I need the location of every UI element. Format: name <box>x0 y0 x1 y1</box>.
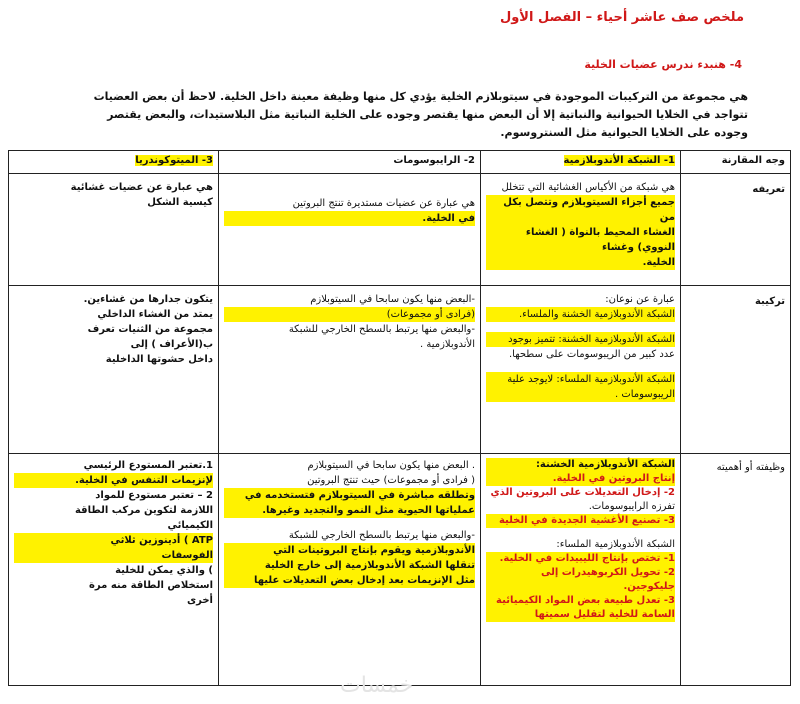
header-mitochondria-label: 3- الميتوكوندريا <box>135 155 213 166</box>
text-line: هي شبكة من الأكياس الغشائية التي تتخلل <box>501 182 675 193</box>
cell-mitochondria-definition <box>9 174 219 286</box>
page-title: ملخص صف عاشر أحياء – الفصل الأول <box>499 10 744 25</box>
text-line: الأندوبلازمية . <box>419 339 475 350</box>
text-line: الغشاء المحيط بالنواة ( الغشاء النووي) وغشاء <box>486 225 675 255</box>
text-line: 1.تعتبر المستودع الرئيسي <box>83 460 213 471</box>
text-line: عدد كبير من الريبوسومات على سطحها. <box>508 349 675 360</box>
text-line: السامة للخلية لتقليل سميتها <box>486 608 675 622</box>
text-line: اللازمة لتكوين مركب الطاقة <box>74 505 213 516</box>
text-line: 2- إدخال التعديلات على البروتين الذي <box>490 487 675 498</box>
header-comparison: وجه المقارنة <box>681 151 791 174</box>
section-title: 4- هنبدء ندرس عضيات الخلية <box>584 58 742 71</box>
text-line: 2- تحويل الكربوهيدرات إلى جليكوجين. <box>486 566 675 594</box>
text-line: الشبكة الأندوبلازمية الخشنة والملساء. <box>486 307 675 322</box>
text-line: الريبوسومات . <box>486 387 675 402</box>
text-line: الخلية. <box>486 255 675 270</box>
header-ribosomes <box>219 151 481 174</box>
text-line: استخلاص الطاقة منه مرة <box>89 580 213 591</box>
text-line: ( فرادى أو مجموعات) حيث تنتج البروتين <box>307 475 475 486</box>
text-line: 3- تعدل طبيعة بعض المواد الكيميائية <box>486 594 675 608</box>
text-line: الكيميائي <box>167 520 213 531</box>
cell-er-definition <box>481 174 681 286</box>
cell-ribosomes-structure <box>219 286 481 454</box>
text-line: (فرادى أو مجموعات) <box>224 307 475 322</box>
text-line: هي عبارة عن عضيات مستديرة تنتج البروتين <box>292 198 475 209</box>
text-line: -والبعض منها يرتبط بالسطح الخارجي للشبكة <box>288 324 475 335</box>
text-line: لإنزيمات التنفس في الخلية. <box>14 473 213 488</box>
text-line: 3- تصنيع الأغشية الجديدة في الخلية <box>486 514 675 528</box>
text-line: -البعض منها يكون سابحا في السيتوبلازم <box>310 294 475 305</box>
row-label-function: وظيفته أو أهميته <box>681 454 791 686</box>
text-line: ب(الأعراف ) إلى <box>130 339 213 350</box>
text-line: الأندوبلازمية ويقوم بإنتاج البروتينات التي <box>224 543 475 558</box>
header-er-label: 1- الشبكة الأندوبلازمية <box>563 155 675 166</box>
text-line: 2 – تعتبر مستودع للمواد <box>95 490 213 501</box>
text-line: عبارة عن نوعان: <box>605 294 675 305</box>
header-ribosomes-label: 2- الرايبوسومات <box>393 155 475 166</box>
text-line: تفرزه الرايبوسومات. <box>588 501 675 512</box>
cell-er-structure <box>481 286 681 454</box>
cell-er-function <box>481 454 681 686</box>
row-label-structure: تركيبة <box>681 286 791 454</box>
text-line: يمتد من الغشاء الداخلي <box>97 309 213 320</box>
cell-ribosomes-definition <box>219 174 481 286</box>
text-line: هي عبارة عن عضيات غشائية <box>70 182 213 193</box>
watermark: خمسات <box>340 673 414 698</box>
text-line: عملياتها الحيوية مثل النمو والتجديد وغيرها. <box>224 503 475 518</box>
text-line: ATP ) أدينوزين ثلاثي <box>14 533 213 548</box>
text-line: مثل الإنزيمات بعد إدخال بعض التعديلات عليها <box>224 573 475 588</box>
text-line: الفوسفات <box>14 548 213 563</box>
comparison-table <box>8 150 791 686</box>
intro-line: وجوده على الخلايا الحيوانية مثل السنتروسوم. <box>500 126 748 139</box>
intro-line: هي مجموعة من التركيبات الموجودة في سيتوبلازم الخلية يؤدي كل منها وظيفة معينة داخل الخلية. لاحظ أن بعض العضيات <box>93 90 748 103</box>
row-label-definition: تعريفه <box>681 174 791 286</box>
text-line: 1- تختص بإنتاج الليبيدات في الخلية. <box>486 552 675 566</box>
text-line: الشبكة الأندوبلازمية الخشنة: <box>486 458 675 472</box>
cell-mitochondria-function <box>9 454 219 686</box>
text-line: يتكون جدارها من غشاءين. <box>83 294 213 305</box>
text-line: الشبكة الأندوبلازمية الملساء: لايوجد علية <box>486 372 675 387</box>
text-line: إنتاج البروتين في الخلية. <box>486 472 675 486</box>
text-line: جميع أجزاء السيتوبلازم وتتصل بكل من <box>486 195 675 225</box>
text-line: -والبعض منها يرتبط بالسطح الخارجي للشبكة <box>288 530 475 541</box>
text-line: ) والذي يمكن للخلية <box>115 565 213 576</box>
text-line: كيسية الشكل <box>147 197 213 208</box>
row-function <box>9 454 791 686</box>
text-line: أخرى <box>186 595 213 606</box>
text-line: الشبكة الأندوبلازمية الملساء: <box>556 539 675 550</box>
text-line: مجموعة من الثنيات تعرف <box>87 324 213 335</box>
row-structure <box>9 286 791 454</box>
text-line: . البعض منها يكون سابحا في السيتوبلازم <box>307 460 475 471</box>
header-er <box>481 151 681 174</box>
header-row <box>9 151 791 174</box>
text-line: داخل حشوتها الداخلية <box>105 354 213 365</box>
cell-ribosomes-function <box>219 454 481 686</box>
text-line: وتطلقه مباشرة في السيتوبلازم فتستخدمه في <box>224 488 475 503</box>
text-line: الشبكة الأندوبلازمية الخشنة: تتميز بوجود <box>486 332 675 347</box>
intro-line: تتواجد في الخلايا الحيوانية والنباتية إلا أن البعض منها يقتصر وجوده على الخلية النباتية مثل البلاستيدات، والبعض يقتصر <box>107 108 748 121</box>
text-line: في الخلية. <box>224 211 475 226</box>
row-definition <box>9 174 791 286</box>
intro-paragraph <box>58 88 748 142</box>
header-mitochondria <box>9 151 219 174</box>
text-line: تنقلها الشبكة الأندوبلازمية إلى خارج الخلية <box>224 558 475 573</box>
cell-mitochondria-structure <box>9 286 219 454</box>
